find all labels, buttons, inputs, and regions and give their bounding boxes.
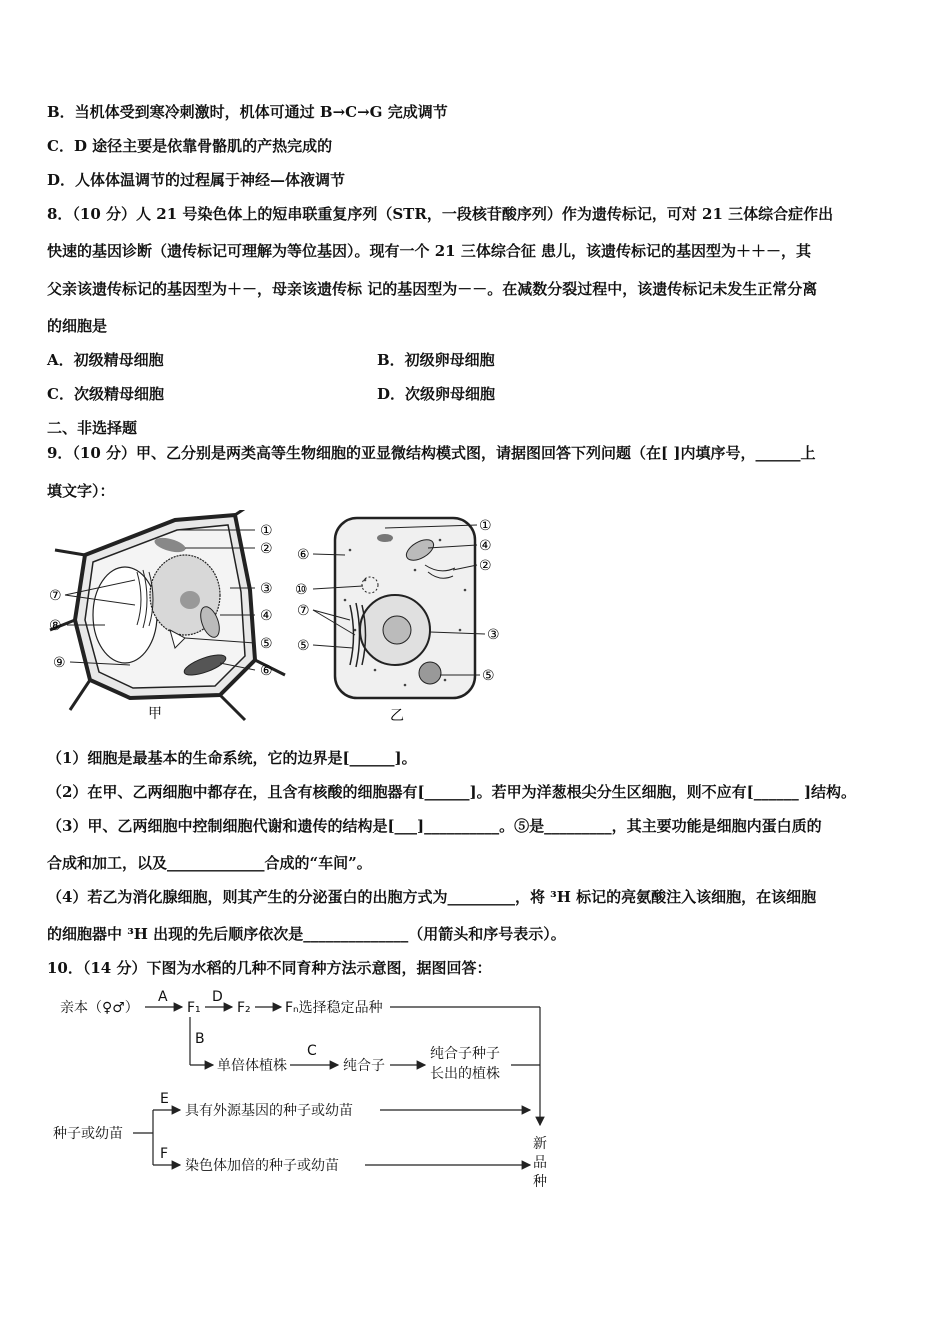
- q8-option-b: B．初级卵母细胞: [377, 351, 495, 369]
- q7-option-b: B．当机体受到寒冷刺激时，机体可通过 B→C→G 完成调节: [47, 103, 448, 121]
- flow-f1: F₁: [187, 1000, 201, 1016]
- plant-label-7: ⑦: [49, 588, 62, 604]
- flow-label-f: F: [160, 1146, 169, 1162]
- animal-label-4: ④: [479, 538, 492, 554]
- q8-stem-line1: 8．（10 分）人 21 号染色体上的短串联重复序列（STR，一段核苷酸序列）作为遗传标记，可对 21 三体综合症作出: [47, 205, 834, 223]
- flow-label-e: E: [160, 1091, 169, 1107]
- q8-option-d: D．次级卵母细胞: [377, 385, 496, 403]
- flow-homozygote: 纯合子: [343, 1058, 385, 1074]
- flow-new-variety-3: 种: [533, 1174, 547, 1190]
- animal-cell-figure: [295, 518, 500, 724]
- plant-label-4: ④: [260, 608, 273, 624]
- cell-diagram: [45, 510, 515, 725]
- animal-label-10: ⑩: [295, 582, 308, 598]
- flow-new-variety-2: 品: [533, 1155, 547, 1171]
- q9-stem-line1: 9．（10 分）甲、乙分别是两类高等生物细胞的亚显微结构模式图，请据图回答下列问题（在[ ]内填序号，______上: [47, 444, 816, 462]
- flow-seeds: 种子或幼苗: [53, 1126, 123, 1142]
- animal-label-5b: ⑤: [482, 668, 495, 684]
- animal-label-6: ⑥: [297, 547, 310, 563]
- flow-parents: 亲本（♀♂）: [60, 1000, 139, 1016]
- q9-part4-line1: （4）若乙为消化腺细胞，则其产生的分泌蛋白的出胞方式为_________，将 ³H 标记的亮氨酸注入该细胞，在该细胞: [47, 888, 817, 906]
- section-heading: 二、非选择题: [47, 419, 138, 437]
- q9-part2: （2）在甲、乙两细胞中都存在，且含有核酸的细胞器有[______]。若甲为洋葱根尖分生区细胞，则不应有[______ ]结构。: [47, 783, 857, 801]
- flow-label-b: B: [195, 1031, 205, 1047]
- flow-fn: Fₙ选择稳定品种: [285, 1000, 383, 1016]
- q8-option-a: A．初级精母细胞: [47, 351, 164, 369]
- q9-part3-line2: 合成和加工，以及_____________合成的“车间”。: [47, 854, 372, 872]
- plant-cell-caption: 甲: [148, 706, 162, 722]
- q7-option-c: C．D 途径主要是依靠骨骼肌的产热完成的: [47, 137, 333, 155]
- animal-label-3: ③: [487, 627, 500, 643]
- flow-seed-plant-line2: 长出的植株: [430, 1066, 500, 1082]
- animal-label-1: ①: [479, 518, 492, 534]
- flow-foreign-gene: 具有外源基因的种子或幼苗: [185, 1103, 353, 1119]
- q8-stem-line3: 父亲该遗传标记的基因型为＋－，母亲该遗传标 记的基因型为－－。在减数分裂过程中，该遗传标记未发生正常分离: [47, 280, 818, 298]
- flow-haploid: 单倍体植株: [217, 1058, 287, 1074]
- q10-stem: 10．（14 分）下图为水稻的几种不同育种方法示意图，据图回答：: [47, 959, 492, 977]
- flow-seed-plant-line1: 纯合子种子: [430, 1046, 500, 1062]
- q9-part1: （1）细胞是最基本的生命系统，它的边界是[______]。: [47, 749, 417, 767]
- flow-label-a: A: [158, 989, 168, 1005]
- plant-label-3: ③: [260, 581, 273, 597]
- q8-stem-line2: 快速的基因诊断（遗传标记可理解为等位基因）。现有一个 21 三体综合征 患儿，该遗传标记的基因型为＋＋－，其: [47, 242, 812, 260]
- flow-label-c: C: [307, 1043, 317, 1059]
- breeding-flowchart: [45, 985, 565, 1195]
- plant-cell-figure: [49, 510, 285, 722]
- animal-label-2: ②: [479, 558, 492, 574]
- animal-label-7: ⑦: [297, 603, 310, 619]
- animal-label-5a: ⑤: [297, 638, 310, 654]
- flow-f2: F₂: [237, 1000, 251, 1016]
- plant-label-2: ②: [260, 541, 273, 557]
- plant-label-5: ⑤: [260, 636, 273, 652]
- flow-doubled: 染色体加倍的种子或幼苗: [185, 1158, 339, 1174]
- plant-label-9: ⑨: [53, 655, 66, 671]
- q7-option-d: D．人体体温调节的过程属于神经—体液调节: [47, 171, 346, 189]
- q8-stem-line4: 的细胞是: [47, 317, 108, 335]
- animal-cell-caption: 乙: [390, 708, 404, 724]
- plant-label-6: ⑥: [260, 663, 273, 679]
- q8-option-c: C．次级精母细胞: [47, 385, 164, 403]
- q9-part3-line1: （3）甲、乙两细胞中控制细胞代谢和遗传的结构是[___]__________。⑤是_________，其主要功能是细胞内蛋白质的: [47, 817, 822, 835]
- flow-new-variety-1: 新: [533, 1136, 547, 1152]
- flow-label-d: D: [212, 989, 223, 1005]
- q9-part4-line2: 的细胞器中 ³H 出现的先后顺序依次是______________（用箭头和序号表示）。: [47, 925, 566, 943]
- plant-label-8: ⑧: [49, 618, 62, 634]
- q9-stem-line2: 填文字）：: [47, 482, 115, 500]
- plant-label-1: ①: [260, 523, 273, 539]
